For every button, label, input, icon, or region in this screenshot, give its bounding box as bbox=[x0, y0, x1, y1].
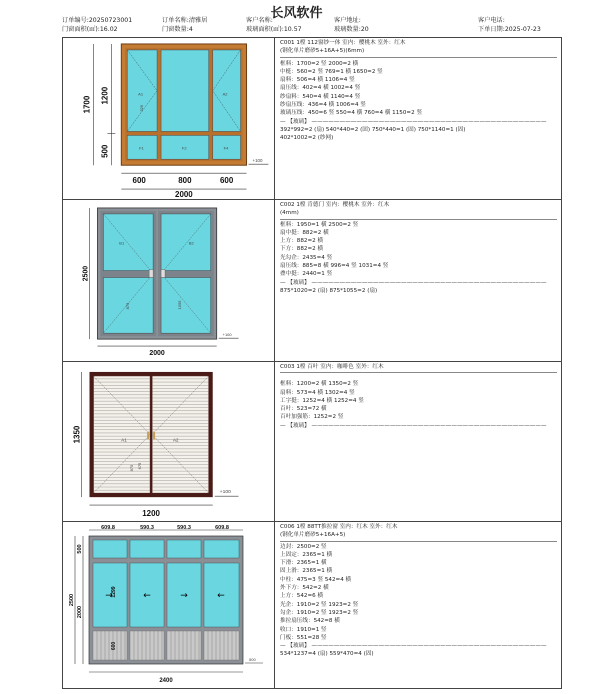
spec-line: — 【玻璃】 —————————————————————————————————————————— bbox=[280, 643, 547, 650]
total-height: 1700 bbox=[82, 95, 92, 114]
order-date: 下单日期:2025-07-23 bbox=[478, 25, 541, 33]
total-height: 2500 bbox=[69, 593, 75, 607]
pane-label: F4 bbox=[223, 145, 229, 151]
spec-c006 bbox=[276, 522, 561, 688]
spec-line: 402*1002=2 (纱网) bbox=[280, 135, 334, 142]
spec-c001 bbox=[276, 38, 561, 199]
dim-inner: 600 bbox=[111, 641, 117, 651]
drawing-c003 bbox=[63, 362, 275, 521]
dim-top: 609.8 bbox=[101, 525, 115, 531]
slide-left-arrow-icon: ← bbox=[217, 591, 225, 601]
total-width: 2000 bbox=[149, 350, 165, 358]
handle-dim: 325 bbox=[139, 104, 145, 112]
page-title: 长风软件 bbox=[270, 6, 323, 21]
dim-top: 609.8 bbox=[215, 525, 229, 531]
spec-sheet bbox=[62, 37, 562, 689]
spec-line: (4mm) bbox=[280, 210, 299, 217]
pane-label: F1 bbox=[139, 145, 144, 151]
spec-line: — 【玻璃】 —————————————————————————————————————————— bbox=[280, 118, 547, 125]
item-c001 bbox=[63, 38, 561, 200]
item-c002 bbox=[63, 200, 561, 362]
total-width: 1200 bbox=[142, 509, 160, 519]
spec-line: 工字挺：1252=4 横 1252=4 竖 bbox=[280, 397, 364, 404]
spec-line: 门板：551=28 竖 bbox=[280, 634, 327, 641]
spec-c003 bbox=[276, 362, 561, 521]
pane-label: B1 bbox=[119, 240, 125, 246]
spec-line: 扇中挺：882=2 横 bbox=[280, 229, 329, 236]
spec-line: 百叶加强筋：1252=2 竖 bbox=[280, 414, 344, 421]
slide-left-arrow-icon: ← bbox=[143, 591, 151, 601]
pane-label: F2 bbox=[181, 145, 187, 151]
spec-line: 玻璃压线：450=6 竖 550=4 横 760=4 横 1150=2 竖 bbox=[280, 110, 423, 117]
window-drawing-c001 bbox=[63, 38, 275, 199]
handle-dim: 875 bbox=[125, 302, 131, 310]
dim-bottom: 800 bbox=[178, 176, 192, 186]
spec-line: 875*1020=2 (扇) 875*1055=2 (扇) bbox=[280, 287, 378, 294]
spec-line: 392*992=2 (扇) 540*440=2 (固) 750*440=1 (固) 750*1140=1 (固) bbox=[280, 126, 466, 133]
spec-line: 收口：1910=1 竖 bbox=[280, 626, 327, 633]
pane-label: A1 bbox=[138, 91, 144, 97]
spec-line: 扇料：506=4 横 1106=4 竖 bbox=[280, 77, 355, 84]
spec-line: 纱扇压线：436=4 横 1006=4 竖 bbox=[280, 102, 366, 109]
spec-line: 光企：1910=2 竖 1923=2 竖 bbox=[280, 601, 359, 608]
pane-label: A1 bbox=[121, 437, 127, 443]
spec-line: (钢化单片磨砂5+16A+5) bbox=[280, 532, 346, 539]
dim-bottom: 600 bbox=[220, 176, 234, 186]
item-c003 bbox=[63, 362, 561, 522]
drawing-c006 bbox=[63, 522, 275, 688]
total-width: 2400 bbox=[159, 678, 173, 684]
customer-address: 客户地址: bbox=[334, 17, 361, 24]
door-panel bbox=[130, 631, 164, 660]
total-height: 1350 bbox=[72, 425, 82, 444]
spec-line: 框料：1700=2 竖 2000=2 横 bbox=[280, 60, 359, 67]
order-no: 订单编号:20250723001 bbox=[62, 17, 133, 24]
dim-bottom: 600 bbox=[132, 176, 146, 186]
dim-left: 2000 bbox=[77, 605, 83, 619]
door-area: 门窗面积(㎡):16.02 bbox=[62, 25, 118, 33]
handle-dim: 675 bbox=[137, 462, 143, 470]
spec-line: 上方：882=2 横 bbox=[280, 238, 324, 245]
dim-left: 1200 bbox=[100, 86, 110, 105]
spec-line: 扇压线：402=4 横 1002=4 竖 bbox=[280, 85, 361, 92]
sliding-drawing-c006 bbox=[63, 522, 275, 688]
total-height: 2500 bbox=[82, 265, 90, 282]
dim-top: 590.3 bbox=[177, 525, 191, 531]
spec-line: 上方：542=6 横 bbox=[280, 593, 324, 600]
drawing-c001 bbox=[63, 38, 275, 199]
handle-dim: 875 bbox=[129, 464, 135, 472]
spec-line: 框料：1950=1 横 2500=2 竖 bbox=[280, 221, 359, 228]
sill-mark: 500 bbox=[249, 657, 256, 662]
spec-line: 固上滑：2365=1 横 bbox=[280, 568, 333, 575]
spec-line: C003 1樘 百叶 室内：咖啡色 室外：红木 bbox=[280, 364, 384, 370]
spec-line: (钢化单片磨砂5+16A+5)(6mm) bbox=[280, 48, 365, 55]
spec-line: 下方：882=2 横 bbox=[280, 246, 324, 253]
door-panel bbox=[204, 631, 239, 660]
spec-line: 勾企：1910=2 竖 1923=2 竖 bbox=[280, 609, 359, 616]
spec-line: 中梃：560=2 竖 769=1 横 1650=2 竖 bbox=[280, 68, 383, 75]
spec-line: 534*1237=4 (扇) 559*470=4 (固) bbox=[280, 651, 374, 658]
spec-line: 框料：1200=2 横 1350=2 竖 bbox=[280, 381, 359, 388]
spec-line: 扇料：573=4 横 1302=4 竖 bbox=[280, 389, 355, 396]
sill-mark: +100 bbox=[252, 158, 263, 164]
slide-right-arrow-icon: → bbox=[180, 591, 188, 601]
spec-line: — 【玻璃】 —————————————————————————————————————————— bbox=[280, 279, 547, 286]
glass-area: 玻璃面积(㎡):10.57 bbox=[246, 25, 302, 33]
pane-label: A2 bbox=[222, 91, 228, 97]
door-panel bbox=[167, 631, 201, 660]
customer-name: 客户名称: bbox=[246, 17, 273, 24]
pane-label: B2 bbox=[188, 240, 194, 246]
customer-phone: 客户电话: bbox=[478, 17, 505, 24]
dim-left: 500 bbox=[100, 144, 110, 158]
spec-line: C001 1樘 112窗纱一体 室内：樱桃木 室外：红木 bbox=[280, 40, 406, 46]
dim-left: 500 bbox=[77, 544, 83, 554]
spec-line: 光勾企：2435=4 竖 bbox=[280, 254, 333, 261]
spec-line: 下滑：2365=1 横 bbox=[280, 560, 327, 567]
spec-line: 中柱：475=3 竖 542=4 横 bbox=[280, 576, 352, 583]
item-c006 bbox=[63, 522, 561, 688]
spec-line: 叠中挺：2440=1 竖 bbox=[280, 271, 333, 278]
dim-inner: 1299 bbox=[111, 586, 117, 598]
spec-line: 外下方：542=2 横 bbox=[280, 585, 329, 592]
sill-mark: +100 bbox=[222, 332, 232, 338]
spec-line: 纱扇料：540=4 横 1140=4 竖 bbox=[280, 93, 361, 100]
door-drawing-c002 bbox=[63, 200, 275, 361]
glass-count: 玻璃数量:20 bbox=[334, 25, 369, 33]
order-name: 订单名称:清雅居 bbox=[162, 17, 208, 24]
pane-label: A2 bbox=[172, 437, 179, 443]
spec-line: 推拉扇压线：542=8 横 bbox=[280, 618, 340, 625]
spec-line: 边封：2500=2 竖 bbox=[280, 543, 327, 550]
spec-c002 bbox=[276, 200, 561, 361]
drawing-c002 bbox=[63, 200, 275, 361]
spec-line: — 【玻璃】 —————————————————————————————————————————— bbox=[280, 422, 547, 429]
slide-right-arrow-icon: → bbox=[105, 591, 113, 601]
door-count: 门窗数量:4 bbox=[162, 25, 193, 33]
spec-line: 百叶：523=72 横 bbox=[280, 406, 327, 413]
dim-top: 590.3 bbox=[140, 525, 154, 531]
spec-line: 上固定：2365=1 横 bbox=[280, 551, 333, 558]
total-width: 2000 bbox=[175, 190, 193, 199]
door-panel bbox=[93, 631, 127, 660]
sill-mark: +100 bbox=[219, 490, 231, 496]
spec-line: 扇压线：885=8 横 996=4 竖 1031=4 竖 bbox=[280, 263, 389, 270]
shutter-drawing-c003 bbox=[63, 362, 275, 521]
handle-dim: 1055 bbox=[176, 300, 182, 310]
spec-line: C002 1樘 肯德门 室内：樱桃木 室外：红木 bbox=[280, 202, 390, 208]
spec-line: C006 1樘 88TT推拉窗 室内：红木 室外：红木 bbox=[280, 524, 398, 530]
